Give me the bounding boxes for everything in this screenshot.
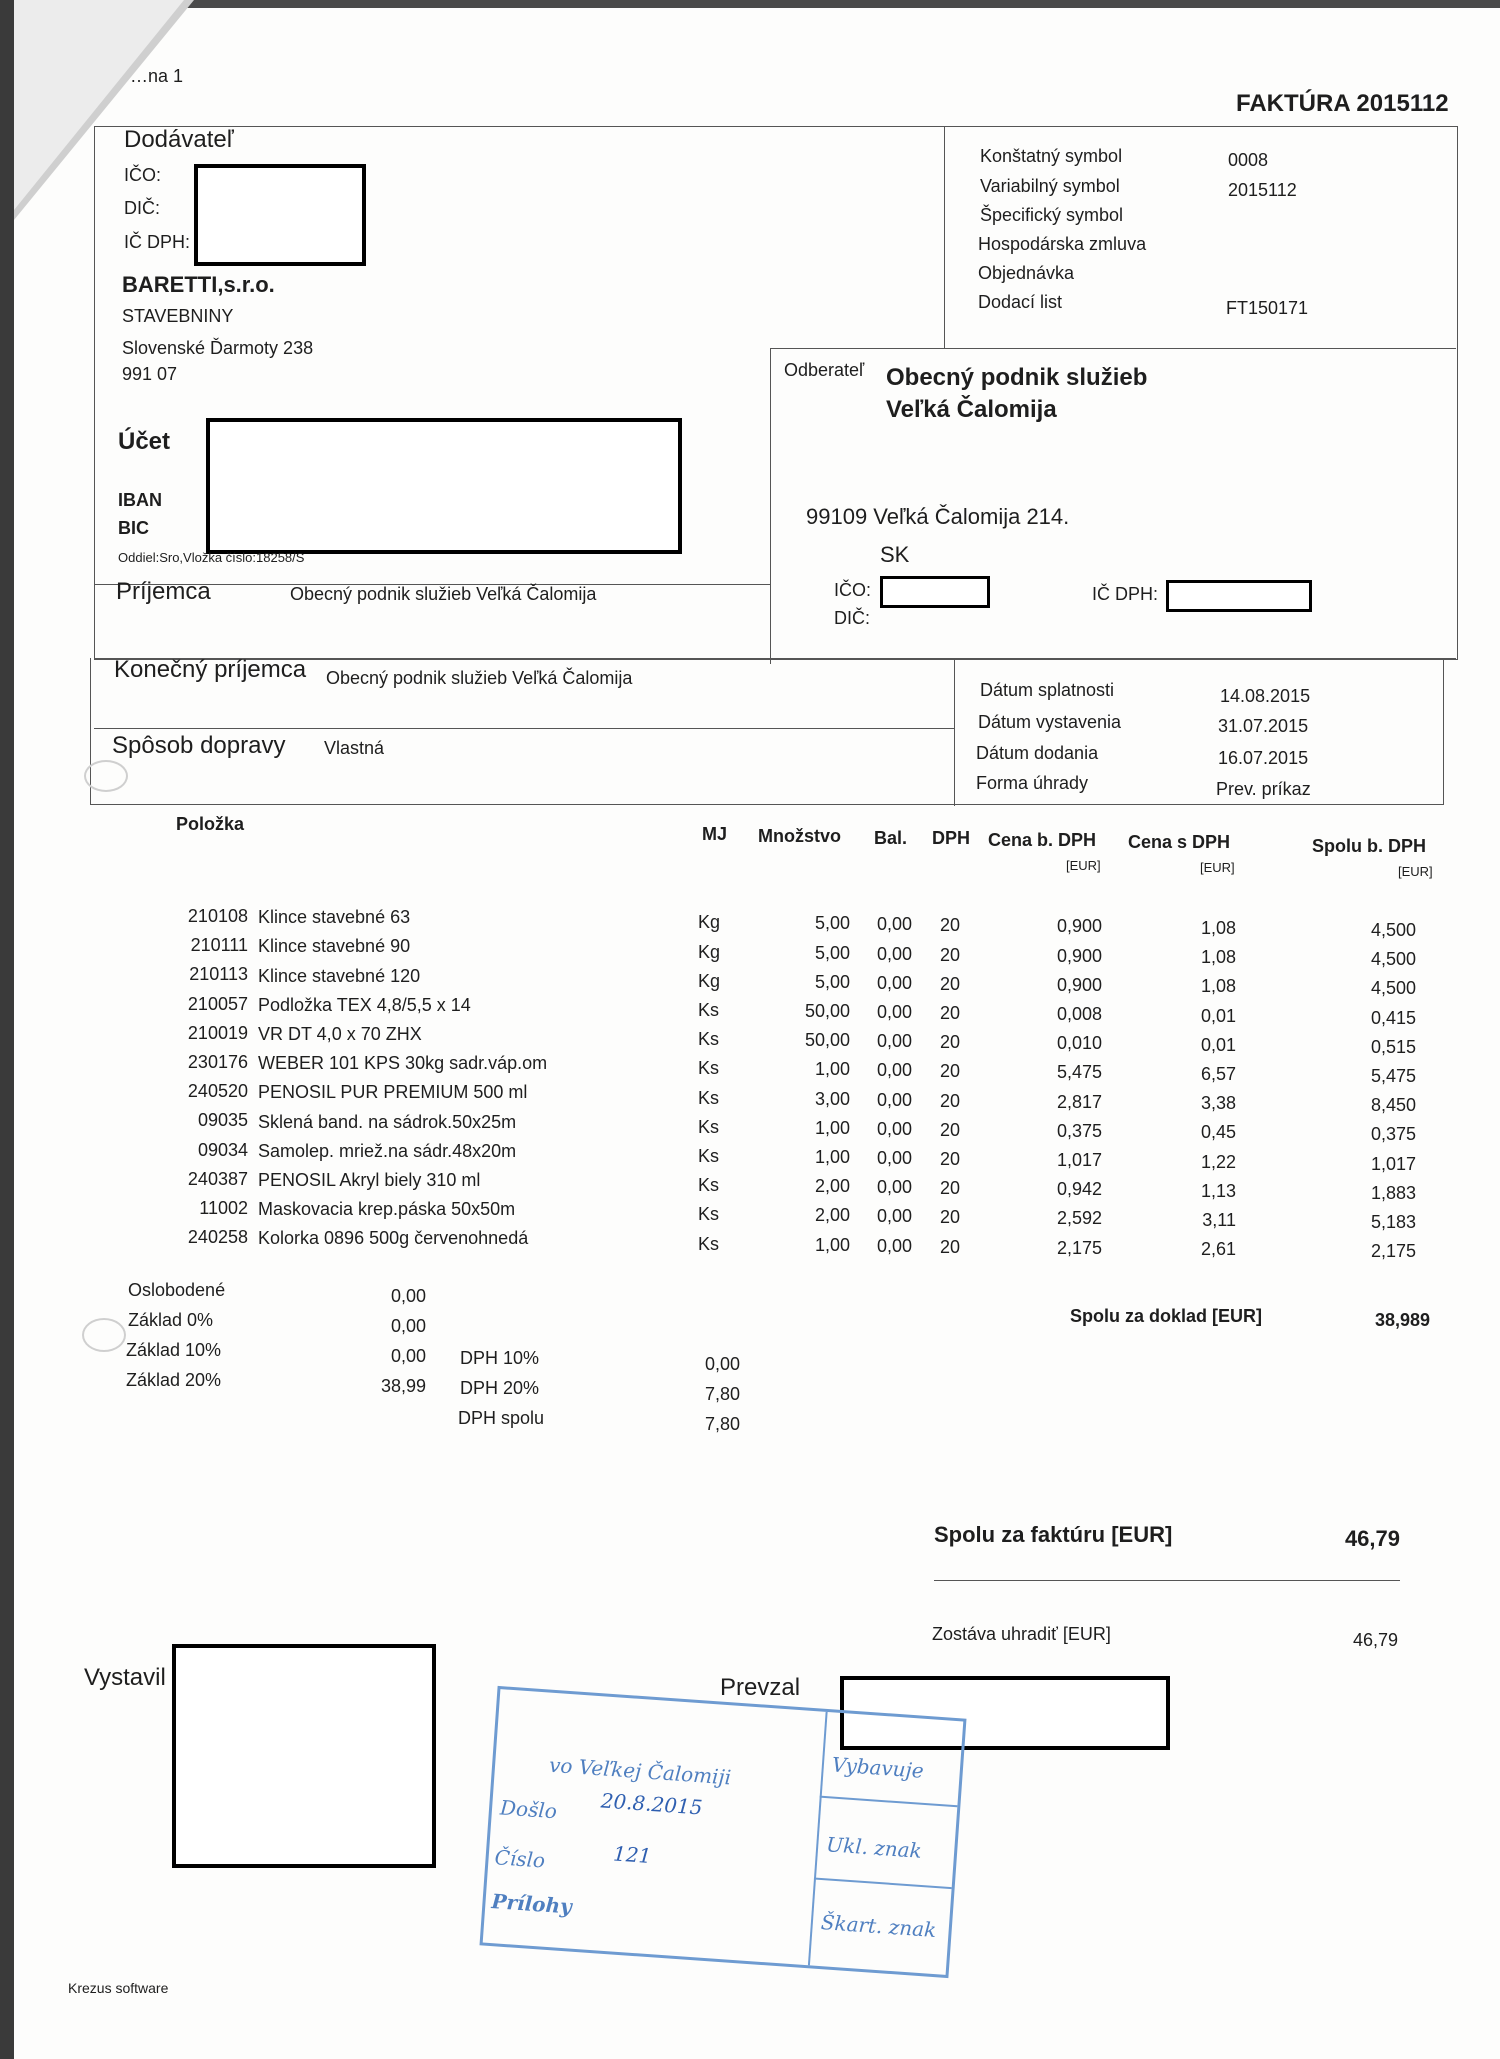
prijemca-value: Obecný podnik služieb Veľká Čalomija: [290, 584, 597, 604]
redacted-account: [206, 418, 682, 554]
item-qty: 1,00: [814, 1234, 850, 1255]
item-name: Sklená band. na sádrok.50x25m: [258, 1111, 517, 1132]
item-cena-s: 2,61: [1200, 1239, 1236, 1260]
stamp-ulz-label: Ukl. znak: [825, 1832, 923, 1863]
col-header-bal: Bal.: [874, 828, 908, 848]
item-spolu: 0,515: [1370, 1036, 1416, 1057]
item-cena-s: 1,13: [1200, 1180, 1236, 1201]
stamp-cislo-label: Číslo: [493, 1845, 546, 1873]
stamp-doslo-value: 20.8.2015: [600, 1788, 704, 1820]
item-qty: 50,00: [804, 1000, 850, 1021]
item-dph: 20: [940, 1002, 961, 1023]
item-cena-b: 5,475: [1056, 1062, 1102, 1083]
spolu-za-fakturu-value: 46,79: [1344, 1526, 1400, 1551]
punch-hole-mark: [82, 1318, 126, 1352]
item-bal: 0,00: [876, 1148, 912, 1169]
item-spolu: 5,475: [1370, 1065, 1416, 1086]
redacted-supplier-ids: [194, 164, 366, 266]
item-qty: 1,00: [814, 1146, 850, 1167]
zaklad10-label: Základ 10%: [126, 1340, 222, 1360]
customer-name-line2: Veľká Čalomija: [886, 396, 1057, 423]
item-code: 210108: [187, 906, 248, 927]
redacted-customer-ico: [880, 576, 990, 608]
konstantny-symbol-label: Konštatný symbol: [980, 146, 1123, 166]
redacted-customer-icdph: [1166, 580, 1312, 612]
spolu-za-doklad-value: 38,989: [1374, 1310, 1430, 1330]
item-name: Klince stavebné 90: [258, 936, 411, 957]
item-qty: 5,00: [814, 942, 850, 963]
col-header-dph: DPH: [932, 828, 971, 848]
item-cena-s: 1,08: [1200, 918, 1236, 939]
item-name: Klince stavebné 63: [258, 907, 411, 928]
item-bal: 0,00: [876, 1031, 912, 1052]
item-code: 210113: [189, 964, 248, 985]
item-dph: 20: [940, 973, 961, 994]
item-cena-b: 2,817: [1056, 1091, 1102, 1112]
item-qty: 5,00: [814, 971, 850, 992]
stamp-vybavuje-label: Vybavuje: [831, 1752, 925, 1783]
item-name: Podložka TEX 4,8/5,5 x 14: [258, 994, 471, 1015]
item-cena-s: 3,38: [1200, 1093, 1236, 1114]
dph10-value: 0,00: [704, 1354, 740, 1374]
item-name: WEBER 101 KPS 30kg sadr.váp.om: [258, 1053, 548, 1074]
scan-top-edge: [0, 0, 1500, 8]
zostava-uhradit-value: 46,79: [1352, 1630, 1398, 1650]
item-dph: 20: [940, 1148, 961, 1169]
item-code: 09035: [197, 1110, 248, 1131]
supplier-address-line2: 991 07: [122, 364, 178, 384]
item-name: PENOSIL PUR PREMIUM 500 ml: [258, 1082, 528, 1103]
stamp-prilohy-label: Prílohy: [490, 1889, 573, 1919]
item-code: 230176: [187, 1052, 248, 1073]
item-dph: 20: [940, 1119, 961, 1140]
stamp-skart-label: Škart. znak: [820, 1910, 938, 1943]
item-code: 240520: [187, 1081, 248, 1102]
item-code: 210111: [190, 935, 248, 956]
item-qty: 3,00: [814, 1088, 850, 1109]
col-header-mnozstvo: Množstvo: [758, 826, 841, 846]
datum-vystavenia-value: 31.07.2015: [1218, 716, 1309, 736]
item-cena-s: 1,08: [1200, 947, 1236, 968]
item-code: 240258: [187, 1227, 248, 1248]
prevzal-label: Prevzal: [720, 1674, 801, 1701]
item-cena-b: 2,592: [1056, 1208, 1102, 1229]
item-spolu: 4,500: [1370, 978, 1416, 999]
iban-label: IBAN: [118, 490, 162, 510]
item-cena-b: 0,900: [1056, 974, 1102, 995]
item-name: Samolep. mriež.na sádr.48x20m: [258, 1140, 517, 1161]
item-dph: 20: [940, 1207, 961, 1228]
item-bal: 0,00: [876, 972, 912, 993]
item-spolu: 1,883: [1370, 1182, 1416, 1203]
punch-hole-mark: [84, 760, 128, 792]
item-cena-s: 0,01: [1200, 1005, 1236, 1026]
stamp-municipality: vo Veľkej Čalomiji: [548, 1752, 732, 1790]
item-qty: 1,00: [814, 1117, 850, 1138]
item-cena-s: 1,08: [1200, 976, 1236, 997]
item-mj: Kg: [698, 941, 721, 962]
col-header-cena-s-unit: [EUR]: [1200, 860, 1235, 875]
doprava-label: Spôsob dopravy: [112, 732, 286, 759]
item-cena-s: 1,22: [1200, 1151, 1236, 1172]
supplier-name: BARETTI,s.r.o.: [122, 272, 275, 297]
col-header-cena-b: Cena b. DPH: [988, 830, 1097, 850]
col-header-cena-s: Cena s DPH: [1128, 832, 1231, 852]
account-label: Účet: [118, 428, 171, 455]
datum-dodania-label: Dátum dodania: [976, 743, 1099, 763]
dph-spolu-label: DPH spolu: [458, 1408, 545, 1428]
item-spolu: 0,375: [1370, 1124, 1416, 1145]
vystavil-label: Vystavil: [84, 1664, 166, 1691]
page-number: …na 1: [130, 66, 184, 86]
item-spolu: 2,175: [1370, 1241, 1416, 1262]
item-qty: 2,00: [814, 1205, 850, 1226]
item-spolu: 1,017: [1370, 1153, 1416, 1174]
zaklad0-value: 0,00: [390, 1316, 426, 1336]
item-bal: 0,00: [876, 1177, 912, 1198]
item-cena-b: 2,175: [1056, 1237, 1102, 1258]
item-cena-b: 0,375: [1056, 1120, 1102, 1141]
item-cena-b: 0,010: [1056, 1033, 1102, 1054]
konecny-prijemca-value: Obecný podnik služieb Veľká Čalomija: [326, 668, 633, 688]
supplier-subtitle: STAVEBNINY: [122, 306, 234, 326]
item-spolu: 5,183: [1370, 1211, 1416, 1232]
col-header-spolu: Spolu b. DPH: [1312, 836, 1426, 856]
item-mj: Ks: [698, 1233, 720, 1254]
item-mj: Ks: [698, 1116, 720, 1137]
item-mj: Kg: [698, 970, 721, 991]
item-code: 09034: [197, 1139, 248, 1160]
item-qty: 1,00: [814, 1059, 850, 1080]
item-mj: Ks: [698, 1000, 720, 1021]
software-credit: Krezus software: [68, 1980, 169, 1996]
dph-spolu-value: 7,80: [704, 1414, 740, 1434]
item-cena-s: 0,45: [1200, 1122, 1236, 1143]
doprava-value: Vlastná: [324, 738, 385, 758]
item-qty: 5,00: [814, 913, 850, 934]
item-bal: 0,00: [876, 943, 912, 964]
prijemca-label: Príjemca: [116, 578, 211, 605]
customer-address: 99109 Veľká Čalomija 214.: [806, 504, 1070, 529]
supplier-address-line1: Slovenské Ďarmoty 238: [122, 338, 314, 358]
customer-dic-label: DIČ:: [834, 608, 870, 628]
item-mj: Kg: [698, 912, 721, 933]
customer-label: Odberateľ: [784, 360, 865, 380]
spolu-za-doklad-label: Spolu za doklad [EUR]: [1070, 1306, 1263, 1326]
zostava-uhradit-label: Zostáva uhradiť [EUR]: [932, 1624, 1111, 1644]
item-cena-b: 1,017: [1056, 1149, 1102, 1170]
forma-uhrady-label: Forma úhrady: [976, 773, 1089, 793]
item-spolu: 4,500: [1370, 919, 1416, 940]
specificky-symbol-label: Špecifický symbol: [980, 205, 1124, 225]
dodaci-list-value: FT150171: [1226, 298, 1309, 318]
item-mj: Ks: [698, 1146, 720, 1167]
dph20-label: DPH 20%: [460, 1378, 540, 1398]
invoice-title: FAKTÚRA 2015112: [1236, 90, 1449, 117]
zaklad20-value: 38,99: [380, 1376, 426, 1396]
item-mj: Ks: [698, 1175, 720, 1196]
item-dph: 20: [940, 1061, 961, 1082]
item-bal: 0,00: [876, 1089, 912, 1110]
item-cena-s: 6,57: [1200, 1064, 1236, 1085]
datum-vystavenia-label: Dátum vystavenia: [978, 712, 1122, 732]
stamp-doslo-label: Došlo: [499, 1795, 558, 1824]
item-spolu: 4,500: [1370, 949, 1416, 970]
zaklad0-label: Základ 0%: [128, 1310, 214, 1330]
col-header-cena-b-unit: [EUR]: [1066, 858, 1101, 873]
dodaci-list-label: Dodací list: [978, 292, 1063, 312]
item-name: Kolorka 0896 500g červenohnedá: [258, 1228, 529, 1249]
item-spolu: 8,450: [1370, 1095, 1416, 1116]
col-header-spolu-unit: [EUR]: [1398, 864, 1433, 879]
item-dph: 20: [940, 1236, 961, 1257]
bic-label: BIC: [118, 518, 149, 538]
item-code: 11002: [199, 1198, 248, 1219]
dph10-label: DPH 10%: [460, 1348, 540, 1368]
variabilny-symbol-value: 2015112: [1228, 180, 1297, 200]
forma-uhrady-value: Prev. príkaz: [1216, 779, 1311, 799]
item-bal: 0,00: [876, 1235, 912, 1256]
dph20-value: 7,80: [704, 1384, 740, 1404]
item-dph: 20: [940, 1032, 961, 1053]
item-dph: 20: [940, 1178, 961, 1199]
item-dph: 20: [940, 915, 961, 936]
item-bal: 0,00: [876, 1060, 912, 1081]
item-bal: 0,00: [876, 914, 912, 935]
item-spolu: 0,415: [1370, 1007, 1416, 1028]
item-cena-b: 0,008: [1056, 1003, 1102, 1024]
konecny-prijemca-label: Konečný príjemca: [114, 656, 307, 683]
customer-icdph-label: IČ DPH:: [1092, 584, 1159, 604]
item-name: PENOSIL Akryl biely 310 ml: [258, 1169, 481, 1190]
col-header-mj: MJ: [702, 824, 728, 844]
konstantny-symbol-value: 0008: [1228, 150, 1269, 170]
zaklad20-label: Základ 20%: [126, 1370, 222, 1390]
item-dph: 20: [940, 1090, 961, 1111]
datum-splatnosti-value: 14.08.2015: [1220, 686, 1311, 706]
variabilny-symbol-label: Variabilný symbol: [980, 176, 1120, 196]
hospodarska-zmluva-label: Hospodárska zmluva: [978, 234, 1147, 254]
registry-stamp: [480, 1686, 967, 1978]
item-name: Maskovacia krep.páska 50x50m: [258, 1199, 516, 1220]
item-cena-s: 3,11: [1202, 1210, 1236, 1231]
item-code: 240387: [187, 1168, 248, 1189]
item-cena-s: 0,01: [1200, 1034, 1236, 1055]
objednavka-label: Objednávka: [978, 263, 1075, 283]
item-dph: 20: [940, 944, 961, 965]
item-code: 210019: [187, 1022, 248, 1043]
item-bal: 0,00: [876, 1206, 912, 1227]
datum-splatnosti-label: Dátum splatnosti: [980, 680, 1115, 700]
item-code: 210057: [187, 993, 248, 1014]
redacted-issuer-signature: [172, 1644, 436, 1868]
supplier-dic-label: DIČ:: [124, 198, 160, 218]
registry-note: Oddiel:Sro,Vložka číslo:18258/S: [118, 550, 305, 565]
stamp-cislo-value: 121: [612, 1841, 653, 1869]
customer-name-line1: Obecný podnik služieb: [886, 364, 1148, 391]
spolu-za-fakturu-label: Spolu za faktúru [EUR]: [934, 1522, 1173, 1547]
supplier-ico-label: IČO:: [124, 165, 162, 185]
oslobodene-value: 0,00: [390, 1286, 426, 1306]
customer-country: SK: [880, 542, 910, 567]
item-qty: 2,00: [814, 1176, 850, 1197]
item-qty: 50,00: [804, 1030, 850, 1051]
datum-dodania-value: 16.07.2015: [1218, 748, 1309, 768]
item-mj: Ks: [698, 1204, 720, 1225]
item-mj: Ks: [698, 1058, 720, 1079]
supplier-label: Dodávateľ: [124, 126, 234, 153]
item-mj: Ks: [698, 1029, 720, 1050]
item-name: Klince stavebné 120: [258, 965, 421, 986]
item-name: VR DT 4,0 x 70 ZHX: [258, 1023, 422, 1044]
scan-left-edge: [0, 0, 14, 2059]
oslobodene-label: Oslobodené: [128, 1280, 226, 1300]
customer-ico-label: IČO:: [834, 580, 872, 600]
zaklad10-value: 0,00: [390, 1346, 426, 1366]
item-cena-b: 0,900: [1056, 916, 1102, 937]
item-cena-b: 0,900: [1056, 945, 1102, 966]
col-header-polozka: Položka: [176, 814, 245, 834]
item-bal: 0,00: [876, 1118, 912, 1139]
item-mj: Ks: [698, 1087, 720, 1108]
item-cena-b: 0,942: [1056, 1179, 1102, 1200]
supplier-icdph-label: IČ DPH:: [124, 232, 191, 252]
item-bal: 0,00: [876, 1002, 912, 1023]
